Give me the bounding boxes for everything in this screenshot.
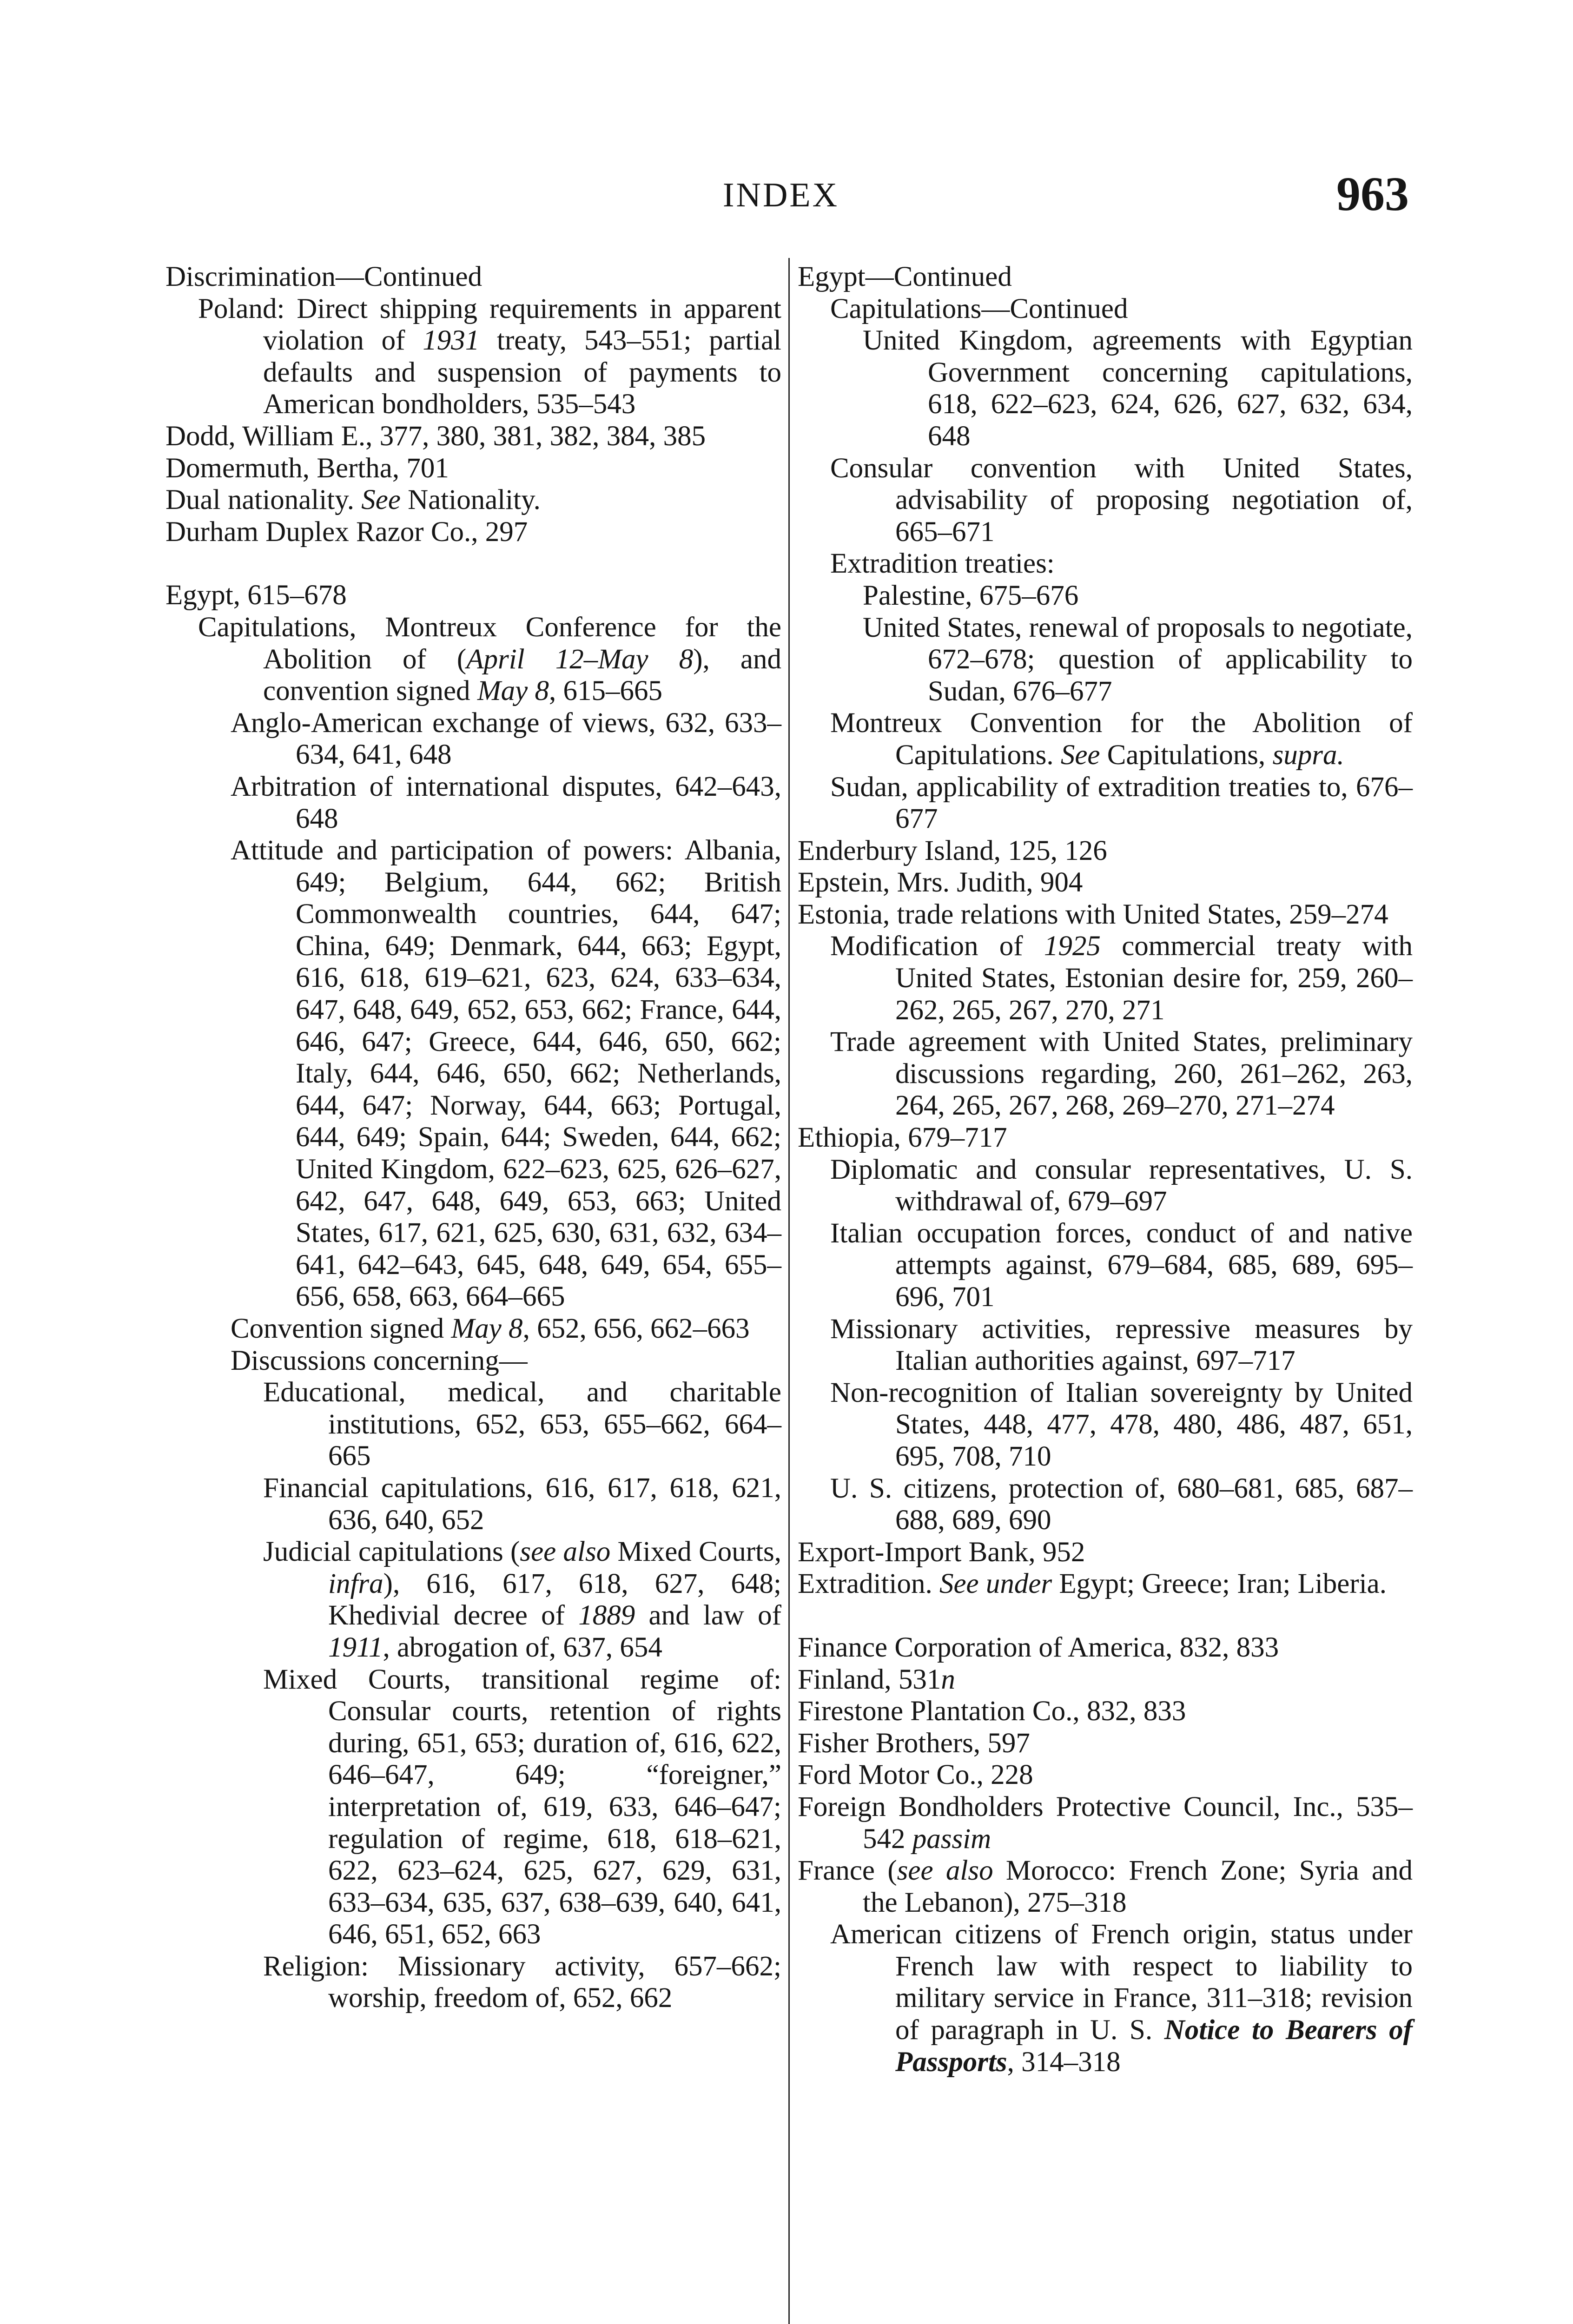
page-number: 963 <box>1336 167 1409 221</box>
index-entry: Extradition treaties: <box>830 548 1055 580</box>
index-entry: Non-recognition of Italian sovereignty by United States, 448, 477, 478, 480, 486, 487, 651, 695, 708, 710 <box>830 1377 1413 1472</box>
index-entry: Missionary activities, repressive measures by Italian authorities against, 697–717 <box>830 1313 1413 1377</box>
index-entry: Dual nationality. See Nationality. <box>165 484 541 516</box>
index-entry: Trade agreement with United States, preliminary discussions regarding, 260, 261–262, 263, 264, 265, 267, 268, 269–270, 271–274 <box>830 1026 1413 1122</box>
index-entry: Financial capitulations, 616, 617, 618, 621, 636, 640, 652 <box>263 1472 781 1536</box>
index-entry: Fisher Brothers, 597 <box>798 1727 1030 1759</box>
index-entry: Egypt—Continued <box>798 261 1012 292</box>
index-entry: Finance Corporation of America, 832, 833 <box>798 1631 1279 1663</box>
index-entry: Enderbury Island, 125, 126 <box>798 835 1107 866</box>
column-divider <box>788 258 790 2324</box>
index-entry: Firestone Plantation Co., 832, 833 <box>798 1696 1186 1727</box>
index-entry: Attitude and participation of powers: Albania, 649; Belgium, 644, 662; British Commonwealth countries, 644, 647; China, 649; Denmark, 644, 663; Egypt, 616, 618, 619–621, 623, 624, 633–634, 647, 648, 649, 652, 653, 662; France, 644, 646, 647; Greece, 644, 646, 650, 662; Italy, 644, 646, 650, 662; Netherlands, 644, 647; Norway, 644, 663; Portugal, 644, 649; Spain, 644; Sweden, 644, 662; United Kingdom, 622–623, 625, 626–627, 642, 647, 648, 649, 653, 663; United States, 617, 621, 625, 630, 631, 632, 634–641, 642–643, 645, 648, 649, 654, 655–656, 658, 663, 664–665 <box>231 835 781 1313</box>
index-entry: Dodd, William E., 377, 380, 381, 382, 384, 385 <box>165 420 706 452</box>
index-entry: Educational, medical, and charitable institutions, 652, 653, 655–662, 664–665 <box>263 1377 781 1472</box>
index-entry: Epstein, Mrs. Judith, 904 <box>798 867 1083 898</box>
running-title: INDEX <box>722 176 839 214</box>
index-entry: Export-Import Bank, 952 <box>798 1536 1085 1568</box>
running-head <box>0 167 1573 221</box>
index-entry: Poland: Direct shipping requirements in apparent violation of 1931 treaty, 543–551; partial defaults and suspension of payments to American bondholders, 535–543 <box>198 293 781 420</box>
index-entry: Capitulations, Montreux Conference for the Abolition of (April 12–May 8), and convention signed May 8, 615–665 <box>198 611 781 707</box>
index-entry: Italian occupation forces, conduct of and native attempts against, 679–684, 685, 689, 695–696, 701 <box>830 1217 1413 1313</box>
index-entry: France (see also Morocco: French Zone; Syria and the Lebanon), 275–318 <box>798 1855 1413 1918</box>
index-entry: Sudan, applicability of extradition treaties to, 676–677 <box>830 771 1413 835</box>
index-entry: Foreign Bondholders Protective Council, Inc., 535–542 passim <box>798 1791 1413 1855</box>
index-entry: Egypt, 615–678 <box>165 580 347 611</box>
index-entry: Montreux Convention for the Abolition of Capitulations. See Capitulations, supra. <box>830 707 1413 771</box>
index-entry: Finland, 531n <box>798 1664 955 1695</box>
index-entry: Anglo-American exchange of views, 632, 633–634, 641, 648 <box>231 707 781 771</box>
index-column-left <box>165 261 781 2014</box>
index-entry: U. S. citizens, protection of, 680–681, 685, 687–688, 689, 690 <box>830 1472 1413 1536</box>
index-entry: Consular convention with United States, advisability of proposing negotiation of, 665–671 <box>830 452 1413 548</box>
index-entry: Discussions concerning— <box>231 1345 528 1376</box>
index-entry: American citizens of French origin, status under French law with respect to liability to military service in France, 311–318; revision of paragraph in U. S. Notice to Bearers of Passports, 314–318 <box>830 1919 1413 2078</box>
index-entry: Diplomatic and consular representatives, U. S. withdrawal of, 679–697 <box>830 1154 1413 1217</box>
index-entry: Arbitration of international disputes, 642–643, 648 <box>231 771 781 834</box>
index-entry: Mixed Courts, transitional regime of: Consular courts, retention of rights during, 651, 653; duration of, 616, 622, 646–647, 649; “foreigner,” interpretation of, 619, 633, 646–647; regulation of regime, 618, 618–621, 622, 623–624, 625, 627, 629, 631, 633–634, 635, 637, 638–639, 640, 641, 646, 651, 652, 663 <box>263 1664 781 1950</box>
index-entry: Capitulations—Continued <box>830 293 1128 324</box>
index-entry: Estonia, trade relations with United States, 259–274 <box>798 898 1388 930</box>
index-entry: Extradition. See under Egypt; Greece; Iran; Liberia. <box>798 1568 1387 1600</box>
index-column-right <box>798 261 1413 2078</box>
index-entry: Convention signed May 8, 652, 656, 662–663 <box>231 1313 750 1344</box>
index-entry: Ford Motor Co., 228 <box>798 1759 1033 1791</box>
index-entry: Modification of 1925 commercial treaty with United States, Estonian desire for, 259, 260–262, 265, 267, 270, 271 <box>830 931 1413 1026</box>
index-entry: Domermuth, Bertha, 701 <box>165 452 449 484</box>
index-entry: Religion: Missionary activity, 657–662; worship, freedom of, 652, 662 <box>263 1950 781 2014</box>
index-entry: Discrimination—Continued <box>165 261 482 292</box>
index-entry: United Kingdom, agreements with Egyptian Government concerning capitulations, 618, 622–623, 624, 626, 627, 632, 634, 648 <box>863 325 1413 452</box>
index-entry: United States, renewal of proposals to negotiate, 672–678; question of applicability to Sudan, 676–677 <box>863 612 1413 707</box>
index-entry: Palestine, 675–676 <box>863 580 1079 611</box>
index-entry: Durham Duplex Razor Co., 297 <box>165 516 528 548</box>
index-entry: Judicial capitulations (see also Mixed Courts, infra), 616, 617, 618, 627, 648; Khedivial decree of 1889 and law of 1911, abrogation of, 637, 654 <box>263 1536 782 1663</box>
index-entry: Ethiopia, 679–717 <box>798 1122 1007 1154</box>
